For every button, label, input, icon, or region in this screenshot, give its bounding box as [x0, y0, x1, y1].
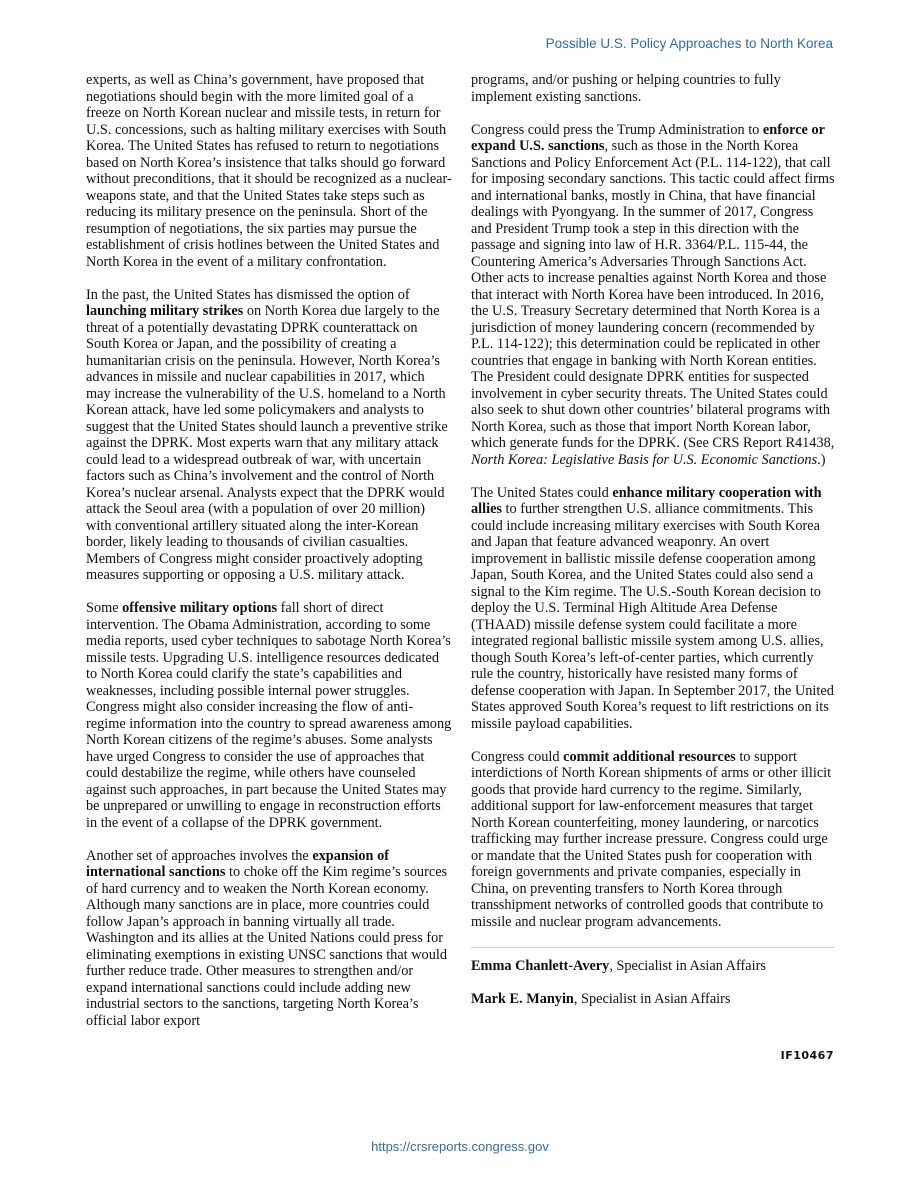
author-line: Emma Chanlett-Avery, Specialist in Asian Affairs	[471, 958, 766, 974]
author-name: Mark E. Manyin	[471, 991, 574, 1007]
bold-term: enforce or expand U.S. sanctions	[471, 121, 825, 154]
paragraph-international-sanctions: Another set of approaches involves the expansion of international sanctions to choke off the Kim regime’s sources of hard currency and to weaken the North Korean economy. Although many sanctions are in place, more countries could follow Japan’s approach in banning virtually all trade. Washington and its allies at the United Nations could press for eliminating exemptions in existing UNSC sanctions that would further reduce trade. Other measures to strengthen and/or expand international sanctions could include adding new industrial sectors to the sanctions, targeting North Korea’s official labor export	[86, 847, 448, 1029]
paragraph-additional-resources: Congress could commit additional resources to support interdictions of North Korean shipments of arms or other illicit goods that provide hard currency to the regime. Similarly, additional support for law-enforcement measures that target North Korean counterfeiting, money laundering, or narcotics trafficking may further increase pressure. Congress could urge or mandate that the United States push for cooperation with foreign governments and private companies, especially in China, on preventing transfers to North Korea through transshipment networks of controlled goods that contribute to missile and nuclear program advancements.	[471, 748, 832, 930]
bold-term: enhance military cooperation with allies	[471, 484, 822, 517]
right-column	[471, 72, 835, 1008]
paragraph-military-strikes: In the past, the United States has dismissed the option of launching military strikes on North Korea due largely to the threat of a potentially devastating DPRK counterattack on South Korea or Japan, and the possibility of creating a humanitarian crisis on the peninsula. However, North Korea’s advances in missile and nuclear capabilities in 2017, which may increase the vulnerability of the U.S. homeland to a North Korean attack, have led some policymakers and analysts to suggest that the United States should launch a preventive strike against the DPRK. Most experts warn that any military attack could lead to a widespread outbreak of war, with uncertain factors such as China’s involvement and the control of North Korea’s nuclear arsenal. Analysts expect that the DPRK would attack the Seoul area (with a population of over 20 million) with conventional artillery situated along the inter-Korean border, likely leading to thousands of civilian casualties. Members of Congress might consider proactively adopting measures supporting or opposing a U.S. military attack.	[86, 286, 448, 583]
author-block	[471, 947, 835, 1008]
paragraph-offensive-options: Some offensive military options fall short of direct intervention. The Obama Administration, according to some media reports, used cyber techniques to sabotage North Korea’s missile tests. Upgrading U.S. intelligence resources dedicated to North Korea could clarify the state’s capabilities and weaknesses, including possible internal power struggles. Congress might also consider increasing the flow of anti-regime information into the country to spread awareness among North Korean citizens of the regime’s abuses. Some analysts have urged Congress to consider the use of approaches that could destabilize the regime, while others have counseled against such approaches, in part because the United States may be unprepared or unwilling to engage in reconstruction efforts in the event of a collapse of the DPRK government.	[86, 600, 452, 831]
bold-term: launching military strikes	[86, 303, 244, 319]
running-header: Possible U.S. Policy Approaches to North Korea	[545, 36, 833, 51]
paragraph-negotiations: experts, as well as China’s government, have proposed that negotiations should begin with the more limited goal of a freeze on North Korean nuclear and missile tests, in return for U.S. concessions, such as halting military exercises with South Korea. The United States has refused to return to negotiations based on North Korea’s insistence that talks should go forward without preconditions, that it should be recognized as a nuclear-weapons state, and that the United States take steps such as reducing its military presence on the peninsula. Short of the resumption of negotiations, the six parties may pursue the establishment of crisis hotlines between the United States and North Korea in the event of a military confrontation.	[86, 72, 452, 270]
bold-term: offensive military options	[122, 600, 278, 616]
bold-term: expansion of international sanctions	[86, 847, 389, 880]
footer-url[interactable]: https://crsreports.congress.gov	[371, 1139, 549, 1154]
paragraph-military-cooperation: The United States could enhance military cooperation with allies to further strengthen U.S. alliance commitments. This could include increasing military exercises with South Korea and Japan that feature advanced weaponry. An overt improvement in ballistic missile defense cooperation among Japan, South Korea, and the United States could also send a signal to the Kim regime. The U.S.-South Korean decision to deploy the U.S. Terminal High Altitude Area Defense (THAAD) missile defense system could facilitate a more integrated regional ballistic missile system among U.S. allies, though South Korea’s left-of-center parties, which currently rule the country, historically have resisted many forms of defense cooperation with Japan. In September 2017, the United States approved South Korea’s request to lift restrictions on its missile payload capabilities.	[471, 484, 834, 732]
author-name: Emma Chanlett-Avery	[471, 958, 610, 974]
paragraph-us-sanctions: Congress could press the Trump Administration to enforce or expand U.S. sanctions, such as those in the North Korea Sanctions and Policy Enforcement Act (P.L. 114-122), that call for imposing secondary sanctions. This tactic could affect firms and international banks, mostly in China, that have financial dealings with Pyongyang. In the summer of 2017, Congress and President Trump took a step in this direction with the passage and signing into law of H.R. 3364/P.L. 115-44, the Countering America’s Adversaries Through Sanctions Act. Other acts to increase penalties against North Korea and those that interact with North Korea have been introduced. In 2016, the U.S. Treasury Secretary determined that North Korea is a jurisdiction of money laundering concern (recommended by P.L. 114-122); this determination could be replicated in other countries that engage in banking with North Korean entities. The President could designate DPRK entities for suspected involvement in cyber security threats. The United States could also seek to shut down other countries’ bilateral programs with North Korea, such as those that import North Korean labor, which generate funds for the DPRK. (See CRS Report R41438, North Korea: Legislative Basis for U.S. Economic Sanctions.)	[471, 121, 835, 468]
left-column	[86, 72, 452, 1029]
report-title: North Korea: Legislative Basis for U.S. Economic Sanctions	[471, 451, 818, 468]
bold-term: commit additional resources	[563, 748, 736, 765]
paragraph-sanctions-continued: programs, and/or pushing or helping countries to fully implement existing sanctions.	[471, 72, 781, 105]
author-line: Mark E. Manyin, Specialist in Asian Affairs	[471, 991, 731, 1007]
report-number: IF10467	[780, 1049, 834, 1062]
